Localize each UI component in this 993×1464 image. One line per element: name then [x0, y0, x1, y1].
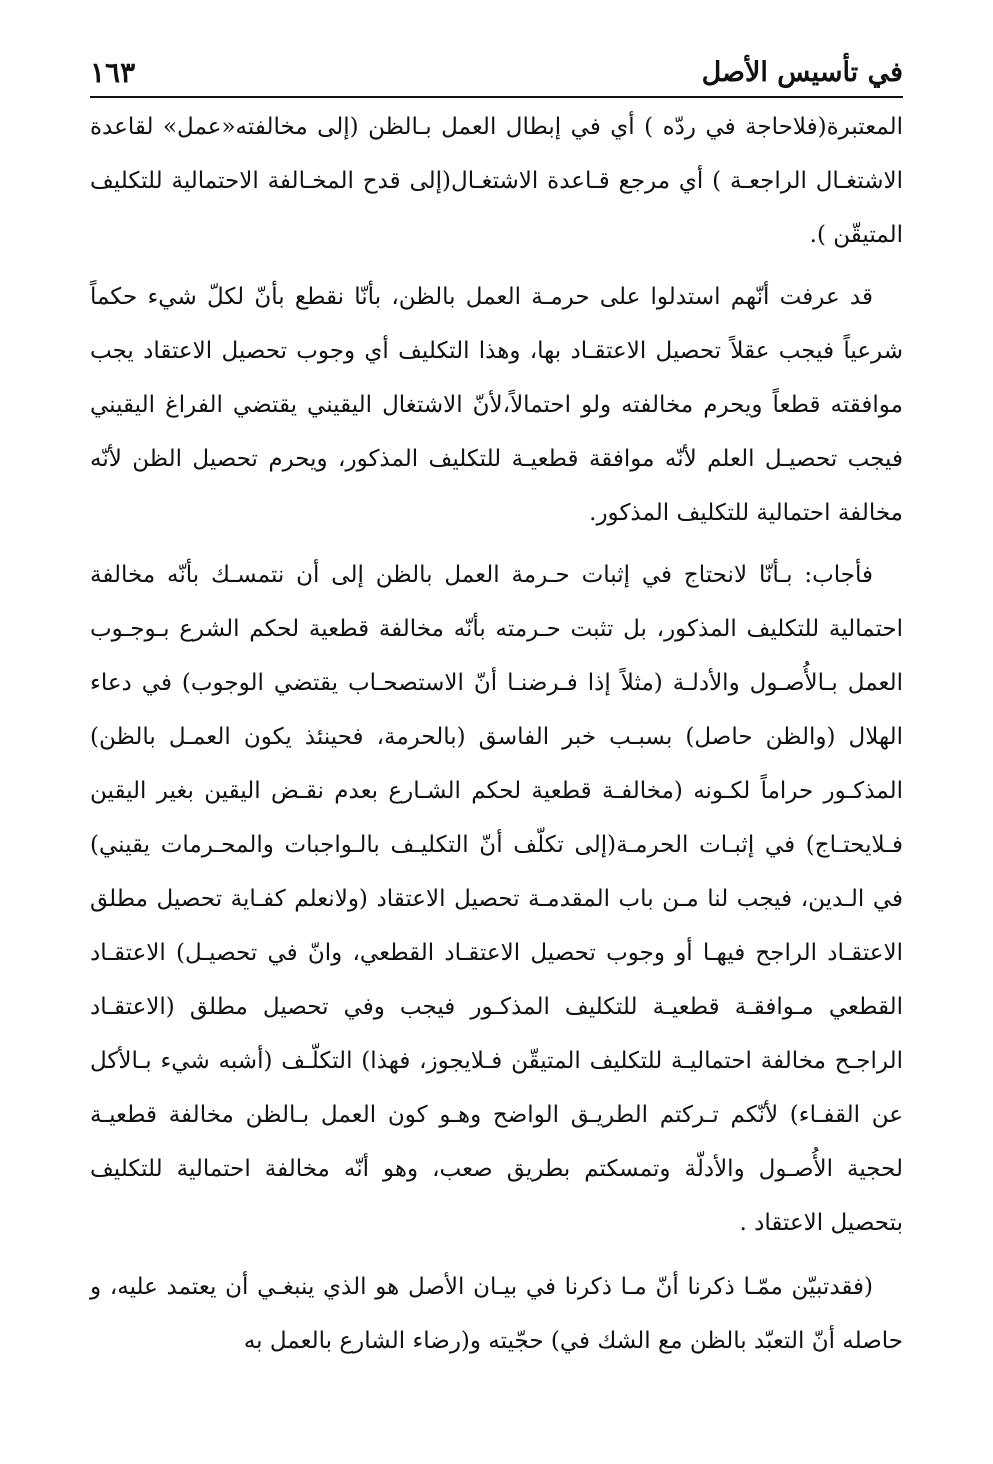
paragraph-1: المعتبرة(فلاحاجة في ردّه ) أي في إبطال العمل بـالظن (إلى مخالفته«عمل» لقاعدة الاشتغـال الراجعـة ) أي مرجع قـاعدة الاشتغـال(إلى قدح المخـالفة الاحتمالية للتكليف المتيقّن ). [90, 114, 903, 248]
page-number: ١٦٣ [90, 56, 136, 89]
paragraph-3: فأجاب: بـأنّا لانحتاج في إثبات حـرمة العمل بالظن إلى أن نتمسـك بأنّه مخالفة احتمالية للتكليف المذكور، بل تثبت حـرمته بأنّه مخالفة قطعية لحكم الشرع بـوجـوب العمل بـالأُصـول والأدلـة (مثلاً إذا فـرضنـا أنّ الاستصحـاب يقتضي الوجوب) في دعاء الهلال (والظن حاصل) بسبـب خبر الفاسق (بالحرمة، فحينئذ يكون العمـل بالظن) المذكـور حراماً لكـونه (مخالفـة قطعية لحكم الشـارع بعدم نقـض اليقين بغير اليقين فـلايحتـاج) في إثبـات الحرمـة(إلى تكلّف أنّ التكليـف بالـواجبات والمحـرمات يقيني) في الـدين، فيجب لنا مـن باب المقدمـة تحصيل الاعتقاد (ولانعلم كفـاية تحصيل مطلق الاعتقـاد الراجح فيهـا أو وجوب تحصيل الاعتقـاد القطعي، وانّ في تحصيـل) الاعتقـاد القطعي مـوافقـة قطعيـة للتكليف المذكـور فيجب وفي تحصيل مطلق (الاعتقـاد الراجـح مخالفة احتماليـة للتكليف المتيقّن فـلايجوز، فهذا) التكلّـف (أشبه شيء بـالأكل عن القفـاء) لأنّكم تـركتم الطريـق الواضح وهـو كون العمل بـالظن مخالفة قطعيـة لحجية الأُصـول والأدلّة وتمسكتم بطريق صعب، وهو أنّه مخالفة احتمالية للتكليف بتحصيل الاعتقاد . [90, 562, 903, 1236]
paragraph-4: (فقدتبيّن ممّـا ذكرنا أنّ مـا ذكرنا في بيـان الأصل هو الذي ينبغـي أن يعتمد عليه، و حاصله أنّ التعبّد بالظن مع الشك في) حجّيته و(رضاء الشارع بالعمل به [90, 1274, 903, 1354]
running-title: في تأسيس الأصل [701, 57, 903, 88]
paragraph-2: قد عرفت أنّهم استدلوا على حرمـة العمل بالظن، بأنّا نقطع بأنّ لكلّ شيء حكماً شرعياً فيجب عقلاً تحصيل الاعتقـاد بها، وهذا التكليف أي وجوب تحصيل الاعتقاد يجب موافقته قطعاً ويحرم مخالفته ولو احتمالاً،لأنّ الاشتغال اليقيني يقتضي الفراغ اليقيني فيجب تحصيـل العلم لأنّه موافقة قطعيـة للتكليف المذكور، ويحرم تحصيل الظن لأنّه مخالفة احتمالية للتكليف المذكور. [90, 284, 903, 526]
page-header [90, 42, 903, 98]
page-body [90, 100, 903, 1376]
